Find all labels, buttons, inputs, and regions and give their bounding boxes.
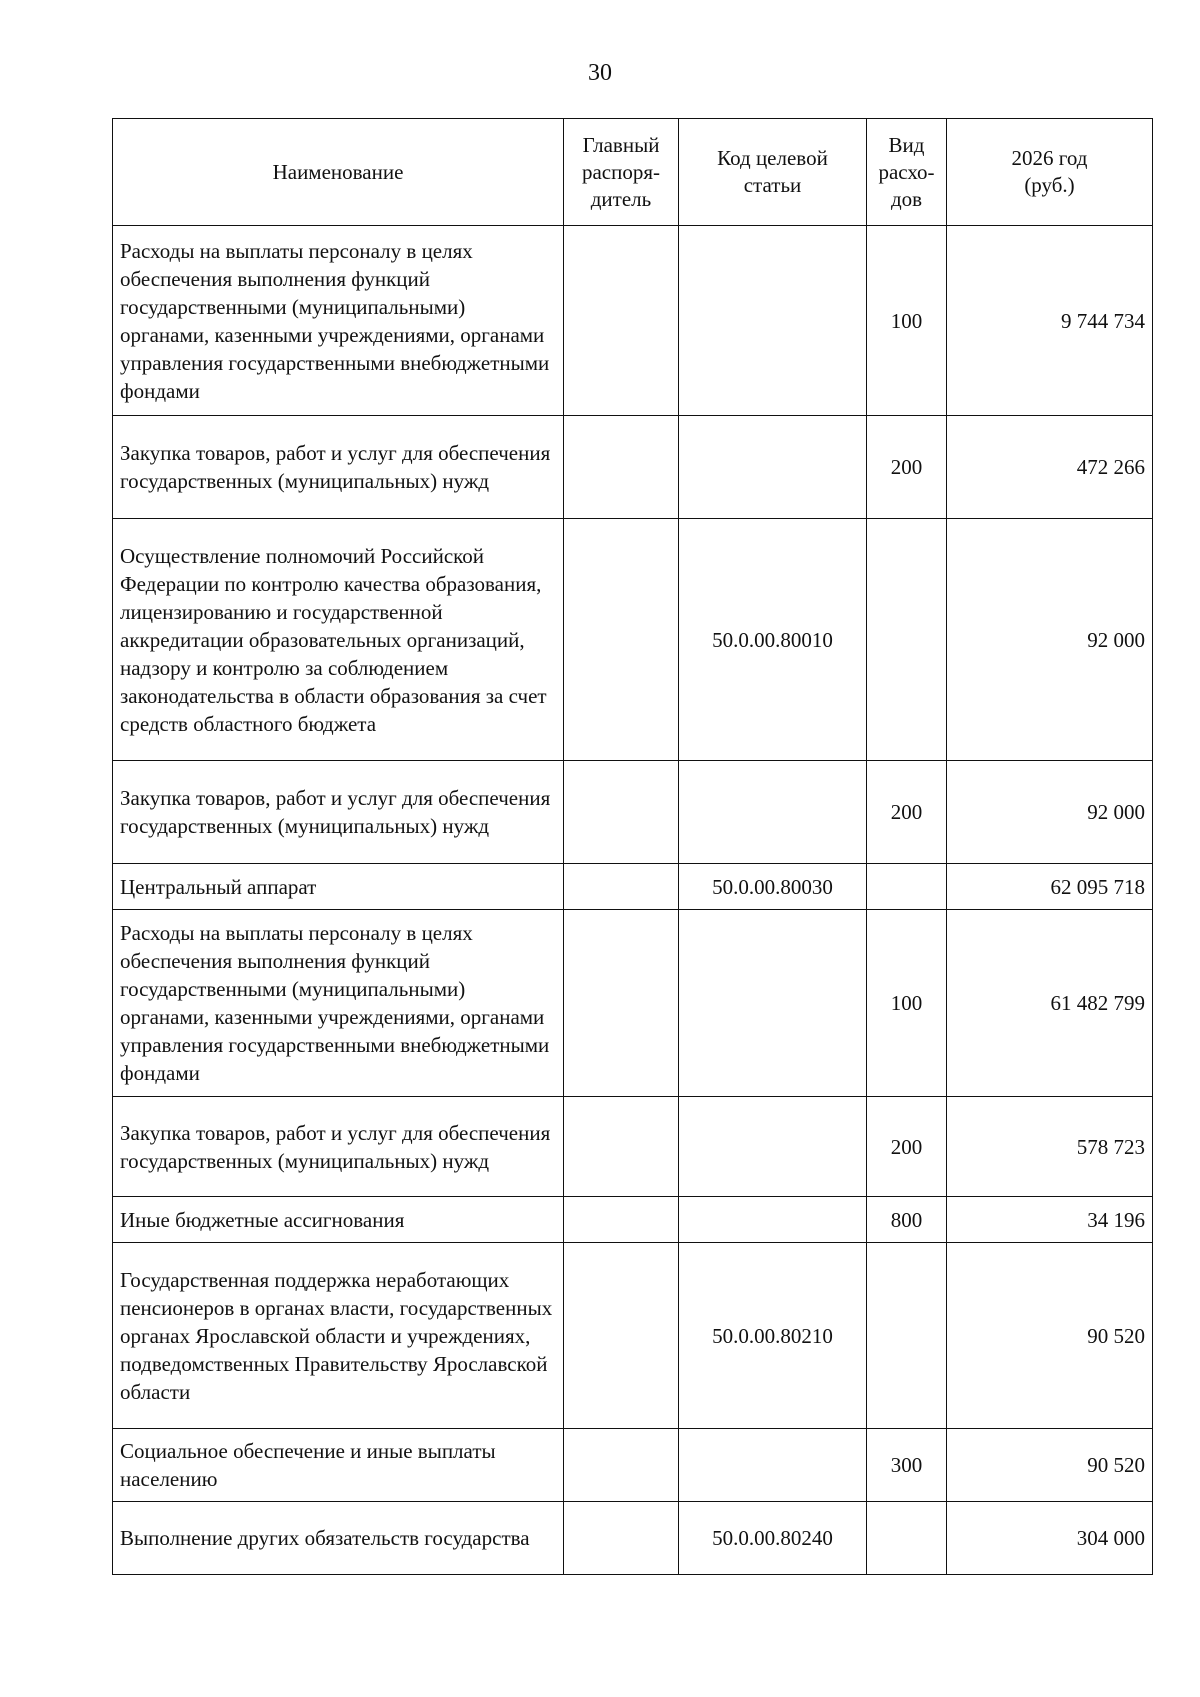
row-kind: 200 — [867, 1097, 947, 1197]
row-code — [679, 416, 867, 519]
row-manager — [564, 864, 679, 910]
row-kind — [867, 864, 947, 910]
row-code — [679, 1097, 867, 1197]
row-manager — [564, 761, 679, 864]
row-amount: 90 520 — [947, 1429, 1153, 1502]
row-kind — [867, 1502, 947, 1575]
header-manager-label: Главный распоря-дитель — [581, 132, 661, 211]
row-manager — [564, 1243, 679, 1429]
row-code — [679, 910, 867, 1097]
row-manager — [564, 519, 679, 761]
row-name: Осуществление полномочий Российской Федерации по контролю качества образования, лицензированию и государственной аккредитации образовательных организаций, надзору и контролю за соблюдением законодательства в области образования за счет средств областного бюджета — [113, 519, 564, 761]
row-kind: 100 — [867, 910, 947, 1097]
row-manager — [564, 416, 679, 519]
row-amount: 304 000 — [947, 1502, 1153, 1575]
table-row — [113, 416, 1153, 519]
table-row — [113, 864, 1153, 910]
header-row — [113, 119, 1153, 226]
header-year — [947, 119, 1153, 226]
table-row — [113, 519, 1153, 761]
row-kind: 200 — [867, 416, 947, 519]
table-row — [113, 1429, 1153, 1502]
row-amount: 578 723 — [947, 1097, 1153, 1197]
row-code: 50.0.00.80240 — [679, 1502, 867, 1575]
row-name: Иные бюджетные ассигнования — [113, 1197, 564, 1243]
row-amount: 9 744 734 — [947, 226, 1153, 416]
row-amount: 472 266 — [947, 416, 1153, 519]
header-name: Наименование — [113, 119, 564, 226]
row-name: Закупка товаров, работ и услуг для обеспечения государственных (муниципальных) нужд — [113, 416, 564, 519]
row-name: Социальное обеспечение и иные выплаты населению — [113, 1429, 564, 1502]
table-row — [113, 1502, 1153, 1575]
row-name: Расходы на выплаты персоналу в целях обеспечения выполнения функций государственными (муниципальными) органами, казенными учреждениями, органами управления государственными внебюджетными фондами — [113, 226, 564, 416]
row-code: 50.0.00.80030 — [679, 864, 867, 910]
table-row — [113, 761, 1153, 864]
header-kind — [867, 119, 947, 226]
row-name: Центральный аппарат — [113, 864, 564, 910]
table-row — [113, 1197, 1153, 1243]
table-row — [113, 1243, 1153, 1429]
row-amount: 92 000 — [947, 761, 1153, 864]
header-code — [679, 119, 867, 226]
row-code: 50.0.00.80010 — [679, 519, 867, 761]
row-kind: 100 — [867, 226, 947, 416]
row-manager — [564, 1429, 679, 1502]
row-name: Выполнение других обязательств государства — [113, 1502, 564, 1575]
row-amount: 90 520 — [947, 1243, 1153, 1429]
header-year-label: 2026 год (руб.) — [1011, 146, 1088, 197]
table-row — [113, 910, 1153, 1097]
row-name: Закупка товаров, работ и услуг для обеспечения государственных (муниципальных) нужд — [113, 761, 564, 864]
budget-table — [112, 118, 1153, 1575]
row-manager — [564, 1097, 679, 1197]
header-manager — [564, 119, 679, 226]
row-kind: 200 — [867, 761, 947, 864]
row-code: 50.0.00.80210 — [679, 1243, 867, 1429]
row-manager — [564, 226, 679, 416]
row-kind — [867, 1243, 947, 1429]
row-manager — [564, 1502, 679, 1575]
row-kind: 300 — [867, 1429, 947, 1502]
row-amount: 34 196 — [947, 1197, 1153, 1243]
header-kind-label: Вид расхо-дов — [878, 132, 935, 211]
page-number: 30 — [588, 60, 612, 86]
row-manager — [564, 910, 679, 1097]
row-kind — [867, 519, 947, 761]
table-row — [113, 226, 1153, 416]
row-code — [679, 761, 867, 864]
row-amount: 61 482 799 — [947, 910, 1153, 1097]
table-row — [113, 1097, 1153, 1197]
row-manager — [564, 1197, 679, 1243]
row-code — [679, 226, 867, 416]
row-name: Государственная поддержка неработающих пенсионеров в органах власти, государственных органах Ярославской области и учреждениях, подведомственных Правительству Ярославской области — [113, 1243, 564, 1429]
row-kind: 800 — [867, 1197, 947, 1243]
header-code-label: Код целевой статьи — [717, 146, 828, 197]
row-code — [679, 1429, 867, 1502]
row-name: Расходы на выплаты персоналу в целях обеспечения выполнения функций государственными (муниципальными) органами, казенными учреждениями, органами управления государственными внебюджетными фондами — [113, 910, 564, 1097]
row-name: Закупка товаров, работ и услуг для обеспечения государственных (муниципальных) нужд — [113, 1097, 564, 1197]
row-code — [679, 1197, 867, 1243]
row-amount: 62 095 718 — [947, 864, 1153, 910]
row-amount: 92 000 — [947, 519, 1153, 761]
